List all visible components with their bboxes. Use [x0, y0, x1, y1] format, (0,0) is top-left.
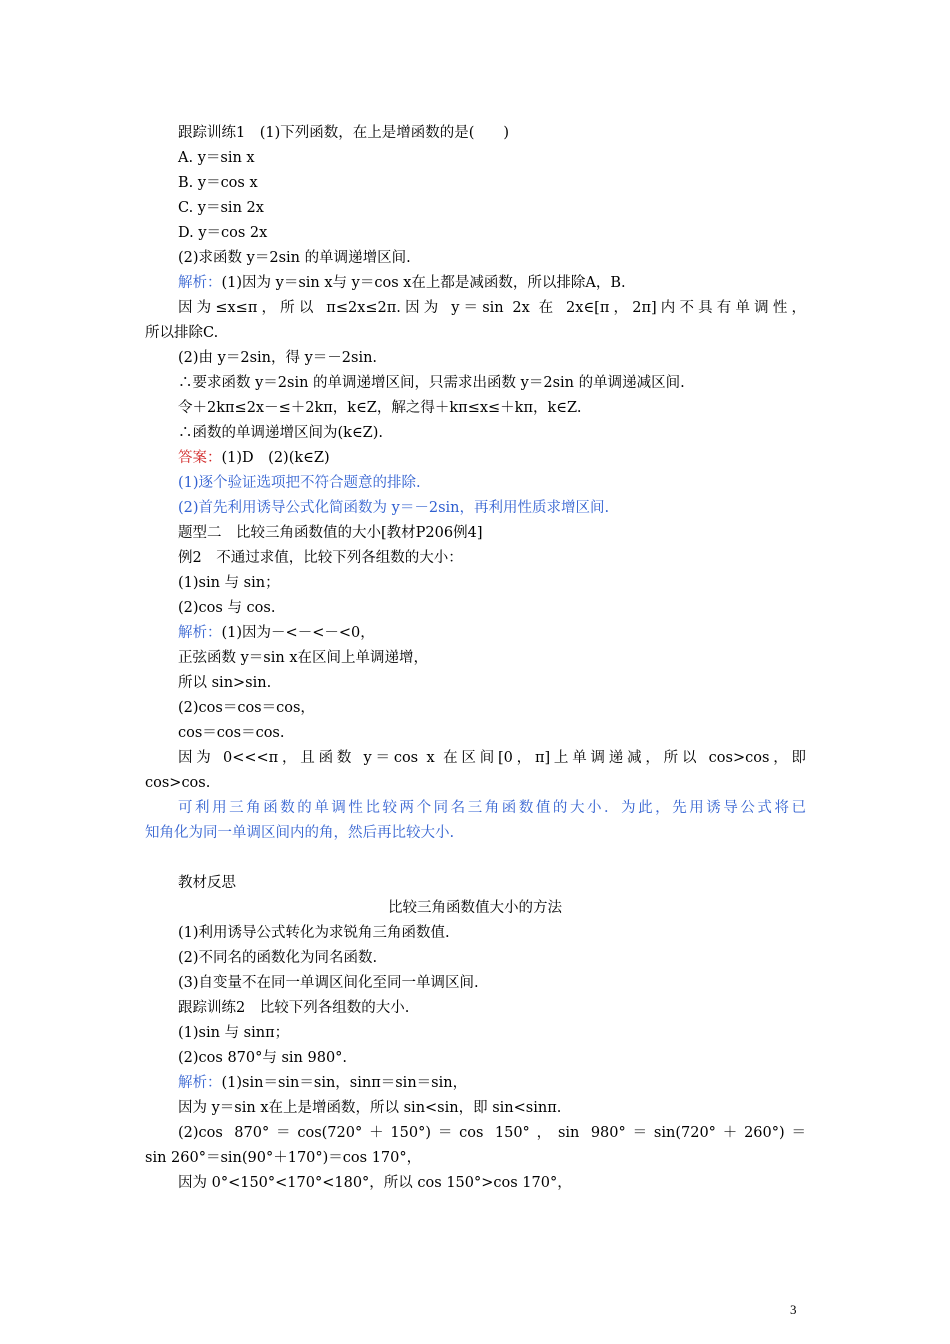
- text-line: [178, 273, 626, 293]
- text-line: B. y＝cos x: [178, 175, 258, 191]
- text-line: [178, 1073, 467, 1093]
- text-line: D. y＝cos 2x: [178, 225, 268, 241]
- text-line: ∴函数的单调递增区间为(k∈Z).: [178, 425, 384, 441]
- text-line: 正弦函数 y＝sin x在区间上单调递增，: [178, 650, 429, 666]
- text-line: A. y＝sin x: [178, 150, 255, 166]
- text-line: 跟踪训练1 (1)下列函数，在上是增函数的是( ): [178, 125, 510, 141]
- text-line: 因为 y＝sin x在上是增函数，所以 sin<sin，即 sin<sinπ.: [178, 1100, 562, 1116]
- text-line: 因为 0°<150°<170°<180°，所以 cos 150°>cos 170°，: [178, 1175, 572, 1191]
- analysis-label: 解析：: [178, 1075, 222, 1091]
- note-line: [178, 798, 806, 818]
- subtitle: 比较三角函数值大小的方法: [388, 900, 562, 916]
- line-content: (1)因为－<－<－<0，: [221, 625, 375, 641]
- text-line: 令＋2kπ≤2x－≤＋2kπ，k∈Z，解之得＋kπ≤x≤＋kπ，k∈Z.: [178, 400, 582, 416]
- text-line: [178, 623, 375, 643]
- text-line: 跟踪训练2 比较下列各组数的大小.: [178, 1000, 410, 1016]
- line-content: 因为≤x≤π，所以 π≤2x≤2π.因为 y＝sin 2x 在 2x∈[π，2π]内不具有单调性，: [178, 300, 806, 316]
- text-line: 所以 sin>sin.: [178, 675, 272, 691]
- text-line: (2)cos＝cos＝cos，: [178, 700, 315, 716]
- text-line: (2)不同名的函数化为同名函数.: [178, 950, 378, 966]
- text-line: [178, 748, 806, 768]
- text-line: C. y＝sin 2x: [178, 200, 264, 216]
- page-number: 3: [790, 1302, 797, 1317]
- section-heading: 题型二 比较三角函数值的大小[教材P206例4]: [178, 525, 483, 541]
- text-line: (1)sin 与 sin；: [178, 575, 280, 591]
- text-line: cos＝cos＝cos.: [178, 725, 285, 741]
- analysis-label: 解析：: [178, 275, 222, 291]
- note-line: 知角化为同一单调区间内的角，然后再比较大小.: [145, 825, 455, 841]
- line-content: 因为 0<<<π，且函数 y＝cos x 在区间[0，π]上单调递减，所以 cos>cos，即: [178, 750, 806, 766]
- text-line: cos>cos.: [145, 775, 211, 791]
- line-content: 可利用三角函数的单调性比较两个同名三角函数值的大小．为此，先用诱导公式将已: [178, 800, 806, 816]
- text-line: (2)由 y＝2sin，得 y＝－2sin.: [178, 350, 378, 366]
- text-line: 例2 不通过求值，比较下列各组数的大小：: [178, 550, 463, 566]
- line-content: (1)sin＝sin＝sin，sinπ＝sin＝sin，: [221, 1075, 468, 1091]
- text-line: (1)利用诱导公式转化为求锐角三角函数值.: [178, 925, 450, 941]
- note-line: (1)逐个验证选项把不符合题意的排除.: [178, 475, 421, 491]
- text-line: [178, 1123, 806, 1143]
- text-line: (1)sin 与 sinπ；: [178, 1025, 290, 1041]
- analysis-label: 解析：: [178, 625, 222, 641]
- text-line: (2)cos 与 cos.: [178, 600, 276, 616]
- line-content: (2)cos 870°＝cos(720°＋150°)＝cos 150°，sin 980°＝sin(720°＋260°)＝: [178, 1125, 806, 1141]
- text-line: [178, 298, 806, 318]
- answer-label: 答案：: [178, 450, 222, 466]
- text-line: sin 260°＝sin(90°＋170°)＝cos 170°，: [145, 1150, 422, 1166]
- text-line: 所以排除C.: [145, 325, 219, 341]
- text-line: ∴要求函数 y＝2sin 的单调递增区间，只需求出函数 y＝2sin 的单调递减区间.: [178, 375, 685, 391]
- note-line: (2)首先利用诱导公式化简函数为 y＝－2sin，再利用性质求增区间.: [178, 500, 610, 516]
- text-line: [178, 448, 330, 468]
- text-line: (2)cos 870°与 sin 980°.: [178, 1050, 348, 1066]
- text-line: (2)求函数 y＝2sin 的单调递增区间.: [178, 250, 411, 266]
- line-content: (1)因为 y＝sin x与 y＝cos x在上都是减函数，所以排除A，B.: [221, 275, 626, 291]
- line-content: (1)D (2)(k∈Z): [221, 450, 330, 466]
- section-heading: 教材反思: [178, 875, 236, 891]
- text-line: (3)自变量不在同一单调区间化至同一单调区间.: [178, 975, 479, 991]
